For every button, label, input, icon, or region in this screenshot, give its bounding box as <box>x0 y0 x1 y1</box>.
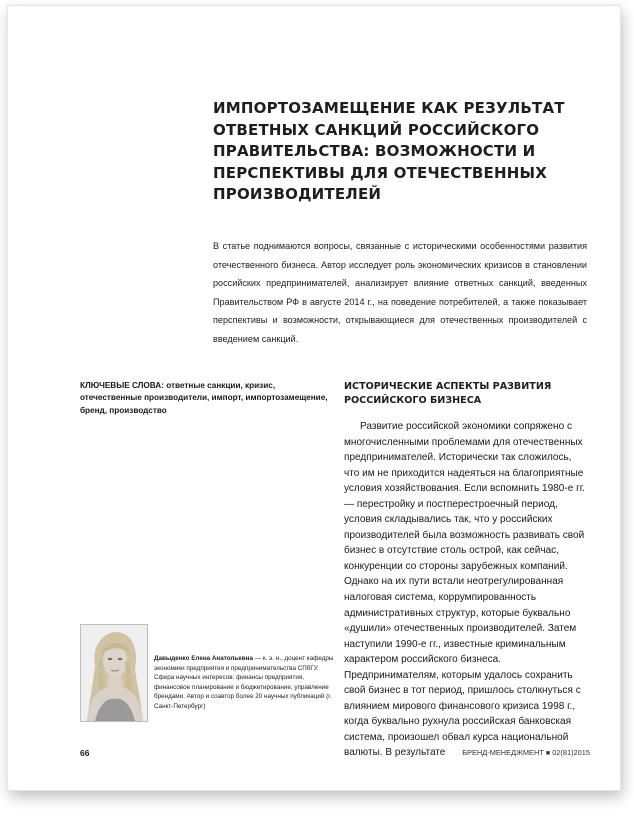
author-portrait-icon <box>81 625 147 721</box>
article-title: ИМПОРТОЗАМЕЩЕНИЕ КАК РЕЗУЛЬТАТ ОТВЕТНЫХ САНКЦИЙ РОССИЙСКОГО ПРАВИТЕЛЬСТВА: ВОЗМОЖНОСТИ И ПЕРСПЕКТИВЫ ДЛЯ ОТЕЧЕСТВЕННЫХ ПРОИЗВОДИТЕЛЕЙ <box>213 99 565 203</box>
author-bio: — к. э. н., доцент кафедры экономики предприятия и предпринимательства СПбГУ. Сфера научных интересов: финансы предприятия, финансовое планирование и бюджетирование, управление брендами. Автор и соавтор более 20 научных публикаций (г. Санкт-Петербург) <box>154 655 334 710</box>
journal-footer <box>462 748 590 757</box>
journal-name: БРЕНД-МЕНЕДЖМЕНТ <box>462 748 544 757</box>
keywords <box>80 380 338 417</box>
page-number: 66 <box>80 748 90 758</box>
author-name: Давыденко Елена Анатольевна <box>154 655 253 662</box>
issue-number: 02(81)2015 <box>550 748 590 757</box>
article-abstract: В статье поднимаются вопросы, связанные с историческими особенностями развития отечественного бизнеса. Автор исследует роль экономических кризисов в становлении российских предпринимателей, анализирует влияние ответных санкций, введенных Правительством РФ в августе 2014 г., на поведение потребителей, а также показывает перспективы и возможности, открывающиеся для отечественных производителей с введением санкций. <box>213 241 587 344</box>
author-photo <box>80 624 148 722</box>
journal-page <box>8 6 620 790</box>
keywords-text: ответные санкции, кризис, отечественные производители, импорт, импортозамещение, бренд, производство <box>80 381 328 415</box>
section-heading: ИСТОРИЧЕСКИЕ АСПЕКТЫ РАЗВИТИЯ РОССИЙСКОГО БИЗНЕСА <box>344 381 552 407</box>
keywords-label: КЛЮЧЕВЫЕ СЛОВА: <box>80 381 164 390</box>
section-body: Развитие российской экономики сопряжено с многочисленными проблемами для отечественных предпринимателей. Исторически так сложилось, что им не приходится надеяться на благоприятные условия хозяйствования. Если вспомнить 1980-е гг. — перестройку и постперестроечный период, условия складывались так, что у российских производителей была возможность развивать свой бизнес в отсутствие столь острой, как сейчас, конкуренции со стороны зарубежных компаний. Однако на их пути встали неотрегулированная налоговая система, коррумпированность административных структур, которые буквально «душили» отечественных производителей. Затем наступили 1990-е гг., известные криминальным характером российского бизнеса. Предпринимателям, которым удалось сохранить свой бизнес в тот период, пришлось столкнуться с влиянием мирового финансового кризиса 1998 г., когда буквально рухнула российская банковская система, произошел обвал курса национальной валюты. В результате <box>344 421 585 759</box>
square-icon: ■ <box>545 750 551 757</box>
author-info <box>154 654 334 712</box>
